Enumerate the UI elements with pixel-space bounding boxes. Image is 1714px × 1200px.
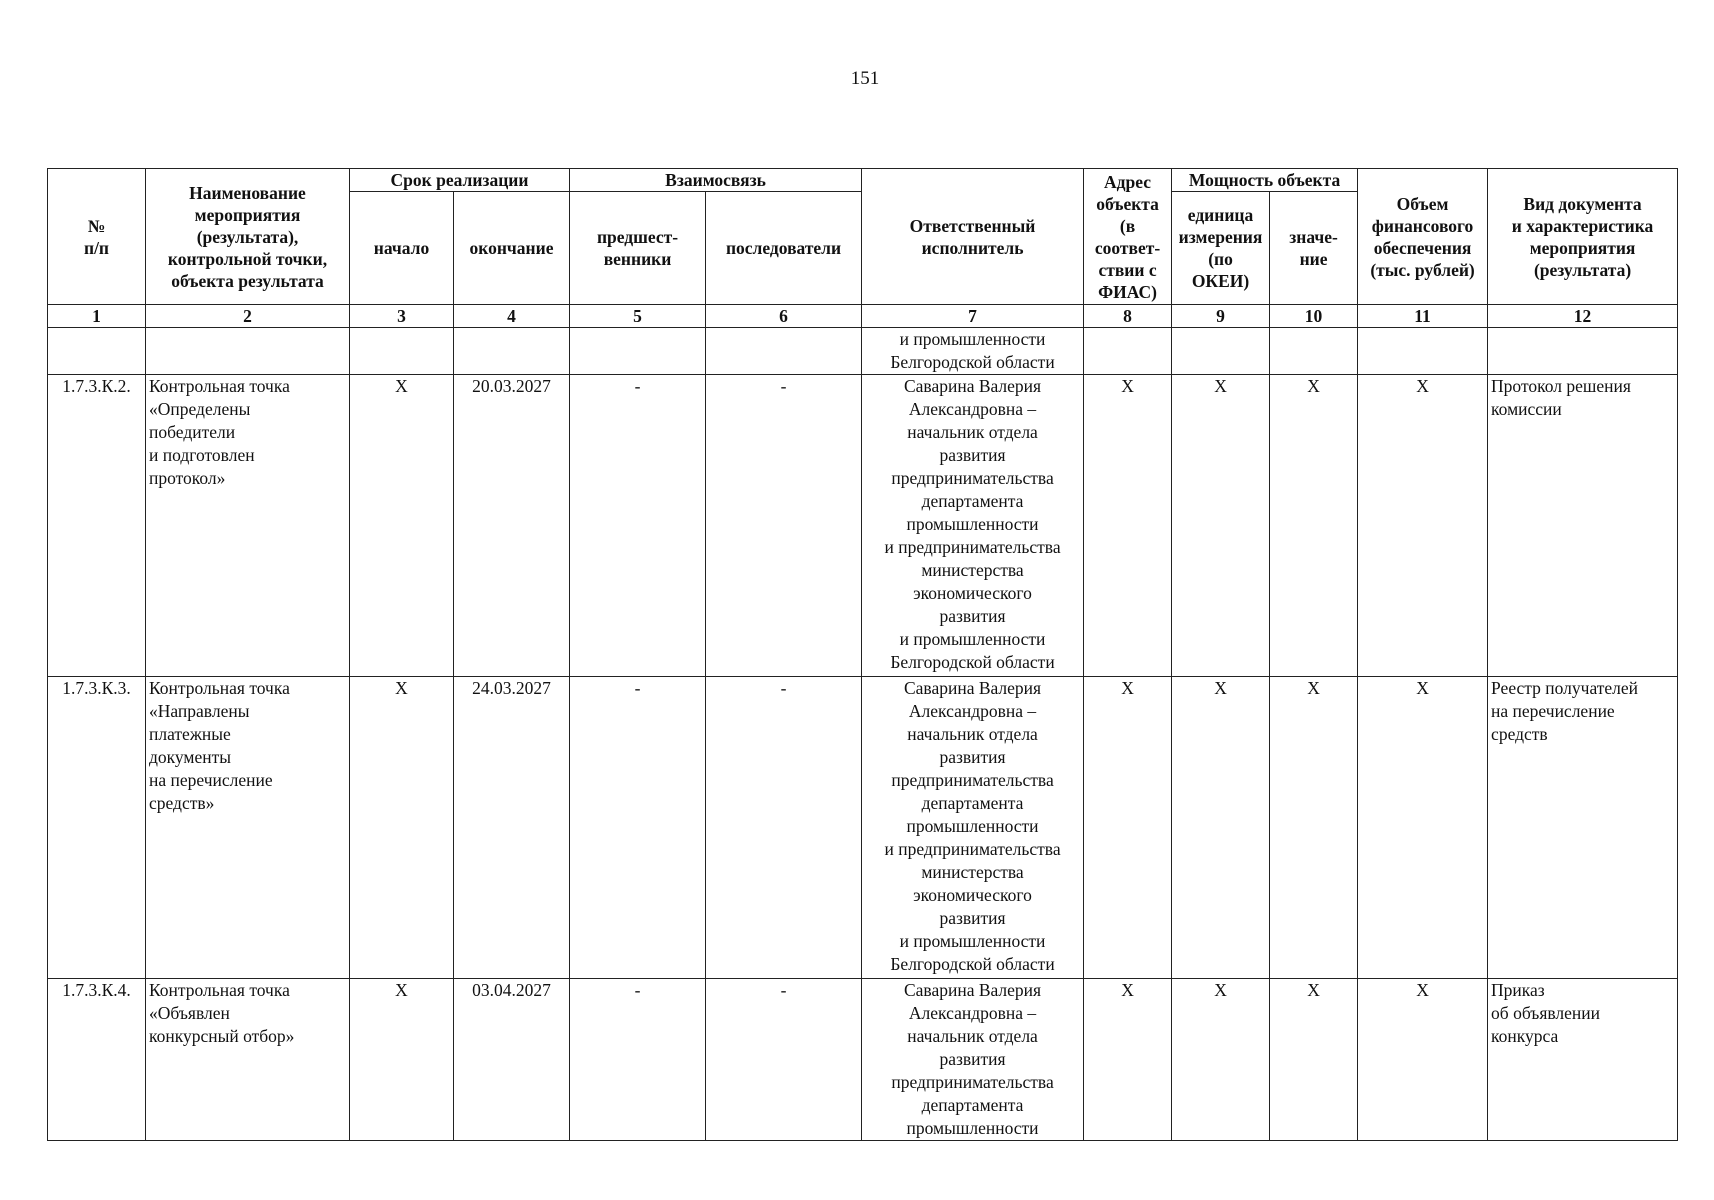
- header-unit: единица измерения (по ОКЕИ): [1172, 192, 1270, 305]
- cell-num: 1.7.3.К.2.: [48, 375, 146, 677]
- cell-finance: X: [1358, 375, 1488, 677]
- cell-predecessors: -: [570, 677, 706, 979]
- cell-responsible: и промышленности Белгородской области: [862, 328, 1084, 375]
- cell-doc: [1488, 328, 1678, 375]
- cell-num: 1.7.3.К.3.: [48, 677, 146, 979]
- cell-address: X: [1084, 979, 1172, 1141]
- plan-table: [47, 168, 1678, 1141]
- cell-finance: [1358, 328, 1488, 375]
- column-number: 6: [706, 305, 862, 328]
- header-capacity-group: Мощность объекта: [1172, 169, 1358, 192]
- column-number: 2: [146, 305, 350, 328]
- column-number: 5: [570, 305, 706, 328]
- column-number: 4: [454, 305, 570, 328]
- cell-end: 24.03.2027: [454, 677, 570, 979]
- cell-unit: X: [1172, 677, 1270, 979]
- cell-name: Контрольная точка «Направлены платежные документы на перечисление средств»: [146, 677, 350, 979]
- header-end: окончание: [454, 192, 570, 305]
- cell-address: X: [1084, 677, 1172, 979]
- cell-num: [48, 328, 146, 375]
- cell-successors: -: [706, 677, 862, 979]
- header-start: начало: [350, 192, 454, 305]
- cell-name: [146, 328, 350, 375]
- cell-finance: X: [1358, 677, 1488, 979]
- header-doc: Вид документа и характеристика мероприятия (результата): [1488, 169, 1678, 305]
- cell-name: Контрольная точка «Объявлен конкурсный отбор»: [146, 979, 350, 1141]
- cell-successors: -: [706, 979, 862, 1141]
- cell-value: X: [1270, 979, 1358, 1141]
- cell-doc: Приказ об объявлении конкурса: [1488, 979, 1678, 1141]
- cell-address: [1084, 328, 1172, 375]
- cell-responsible: Саварина Валерия Александровна – начальник отдела развития предпринимательства департамента промышленности: [862, 979, 1084, 1141]
- cell-start: X: [350, 979, 454, 1141]
- cell-predecessors: -: [570, 979, 706, 1141]
- cell-doc: Протокол решения комиссии: [1488, 375, 1678, 677]
- column-number-row: [48, 305, 1678, 328]
- cell-value: X: [1270, 375, 1358, 677]
- header-responsible: Ответственный исполнитель: [862, 169, 1084, 305]
- cell-start: X: [350, 677, 454, 979]
- column-number: 11: [1358, 305, 1488, 328]
- cell-responsible: Саварина Валерия Александровна – начальник отдела развития предпринимательства департамента промышленности и предпринимательства министерства экономического развития и промышленности Белгородской области: [862, 375, 1084, 677]
- header-value: значе- ние: [1270, 192, 1358, 305]
- column-number: 12: [1488, 305, 1678, 328]
- cell-finance: X: [1358, 979, 1488, 1141]
- cell-address: X: [1084, 375, 1172, 677]
- cell-name: Контрольная точка «Определены победители и подготовлен протокол»: [146, 375, 350, 677]
- cell-start: X: [350, 375, 454, 677]
- cell-unit: X: [1172, 375, 1270, 677]
- header-name: Наименование мероприятия (результата), контрольной точки, объекта результата: [146, 169, 350, 305]
- table-row: [48, 979, 1678, 1141]
- column-number: 1: [48, 305, 146, 328]
- header-predecessors: предшест- венники: [570, 192, 706, 305]
- header-link-group: Взаимосвязь: [570, 169, 862, 192]
- column-number: 7: [862, 305, 1084, 328]
- cell-end: 20.03.2027: [454, 375, 570, 677]
- table-row: [48, 328, 1678, 375]
- column-number: 8: [1084, 305, 1172, 328]
- header-term-group: Срок реализации: [350, 169, 570, 192]
- cell-value: [1270, 328, 1358, 375]
- cell-unit: X: [1172, 979, 1270, 1141]
- cell-successors: -: [706, 375, 862, 677]
- cell-num: 1.7.3.К.4.: [48, 979, 146, 1141]
- header-address: Адрес объекта (в соответ- ствии с ФИАС): [1084, 169, 1172, 305]
- header-successors: последователи: [706, 192, 862, 305]
- table-row: [48, 677, 1678, 979]
- cell-predecessors: [570, 328, 706, 375]
- cell-responsible: Саварина Валерия Александровна – начальник отдела развития предпринимательства департамента промышленности и предпринимательства министерства экономического развития и промышленности Белгородской области: [862, 677, 1084, 979]
- column-number: 10: [1270, 305, 1358, 328]
- column-number: 3: [350, 305, 454, 328]
- cell-unit: [1172, 328, 1270, 375]
- cell-doc: Реестр получателей на перечисление средств: [1488, 677, 1678, 979]
- cell-value: X: [1270, 677, 1358, 979]
- header-finance: Объем финансового обеспечения (тыс. рублей): [1358, 169, 1488, 305]
- cell-start: [350, 328, 454, 375]
- cell-successors: [706, 328, 862, 375]
- header-num: № п/п: [48, 169, 146, 305]
- table-row: [48, 375, 1678, 677]
- column-number: 9: [1172, 305, 1270, 328]
- cell-predecessors: -: [570, 375, 706, 677]
- page-number: 151: [850, 68, 880, 89]
- cell-end: [454, 328, 570, 375]
- cell-end: 03.04.2027: [454, 979, 570, 1141]
